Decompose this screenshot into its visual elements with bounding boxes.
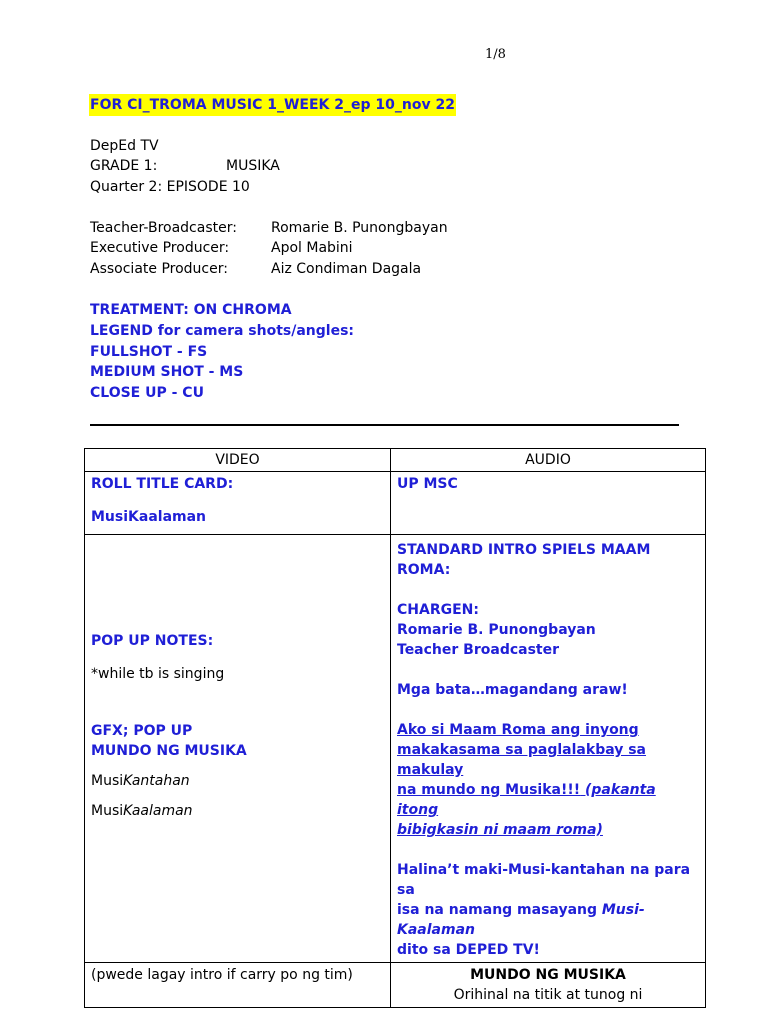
video-header: VIDEO	[85, 449, 391, 472]
credit-executive	[90, 238, 353, 258]
audio-header: AUDIO	[391, 449, 706, 472]
credit-role: Teacher-Broadcaster:	[90, 220, 237, 236]
video-cell: (pwede lagay intro if carry po ng tim)	[85, 963, 391, 1008]
file-title: FOR CI_TROMA MUSIC 1_WEEK 2_ep 10_nov 22	[89, 94, 456, 116]
ako-line-3-text: na mundo ng Musika!!!	[397, 782, 581, 798]
greeting: Mga bata…magandang araw!	[397, 682, 628, 698]
segment-prefix: Musi	[91, 803, 124, 819]
audio-cell	[391, 472, 706, 535]
video-cell	[85, 535, 391, 963]
halina-line-3: dito sa DEPED TV!	[397, 942, 540, 958]
legend-item: MEDIUM SHOT - MS	[90, 364, 244, 380]
pop-up-notes: POP UP NOTES:	[91, 633, 214, 649]
credit-name: Aiz Condiman Dagala	[271, 261, 422, 277]
credit-name: Romarie B. Punongbayan	[271, 220, 448, 236]
chargen-title: Teacher Broadcaster	[397, 642, 560, 658]
chargen-name: Romarie B. Punongbayan	[397, 622, 596, 638]
ako-line-4: bibigkasin ni maam roma)	[397, 822, 603, 838]
subject: MUSIKA	[226, 158, 280, 174]
singing-note: *while tb is singing	[91, 666, 225, 682]
gfx-mundo: MUNDO NG MUSIKA	[91, 743, 247, 759]
ako-line-3	[397, 780, 699, 820]
table-row	[85, 472, 706, 535]
divider	[90, 424, 679, 426]
legend-item: FULLSHOT - FS	[90, 344, 208, 360]
ako-line-3-italic: (pakanta itong	[397, 782, 656, 818]
legend-title: LEGEND for camera shots/angles:	[90, 323, 355, 339]
chargen-label: CHARGEN:	[397, 602, 479, 618]
table-row	[85, 535, 706, 963]
org-line: DepEd TV	[90, 138, 159, 154]
ako-line-1: Ako si Maam Roma ang inyong	[397, 722, 639, 738]
up-msc: UP MSC	[397, 476, 458, 492]
credit-teacher	[90, 218, 448, 238]
audio-cell	[391, 963, 706, 1008]
segment-prefix: Musi	[91, 773, 124, 789]
halina-line-2-italic: Musi-Kaalaman	[397, 902, 645, 938]
credit-role: Executive Producer:	[90, 240, 230, 256]
credit-name: Apol Mabini	[271, 240, 353, 256]
credit-role: Associate Producer:	[90, 261, 228, 277]
page-number: 1/8	[485, 47, 506, 62]
audio-cell	[391, 535, 706, 963]
treatment: TREATMENT: ON CHROMA	[90, 302, 292, 318]
song-credit: Orihinal na titik at tunog ni	[453, 987, 643, 1003]
quarter-line: Quarter 2: EPISODE 10	[90, 179, 250, 195]
gfx-pop-up: GFX; POP UP	[91, 723, 193, 739]
table-header-row	[85, 449, 706, 472]
segment-suffix: Kantahan	[123, 773, 190, 789]
roll-title-card: ROLL TITLE CARD:	[91, 476, 234, 492]
video-cell	[85, 472, 391, 535]
ako-line-2: makakasama sa paglalakbay sa makulay	[397, 742, 647, 778]
grade-line	[90, 156, 280, 176]
halina-line-2	[397, 900, 699, 940]
table-row	[85, 963, 706, 1008]
legend-item: CLOSE UP - CU	[90, 385, 204, 401]
grade-label: GRADE 1:	[90, 158, 158, 174]
intro-spiels: STANDARD INTRO SPIELS MAAM ROMA:	[397, 542, 651, 578]
title-card-name: MusiKaalaman	[91, 509, 207, 525]
halina-line-2-text: isa na namang masayang	[397, 902, 597, 918]
script-table	[84, 448, 706, 1008]
segment-suffix: Kaalaman	[123, 803, 193, 819]
musi-kantahan	[91, 771, 384, 791]
halina-line-1: Halina’t maki-Musi-kantahan na para sa	[397, 862, 691, 898]
song-title: MUNDO NG MUSIKA	[470, 967, 626, 983]
musi-kaalaman	[91, 801, 384, 821]
credit-associate	[90, 259, 422, 279]
